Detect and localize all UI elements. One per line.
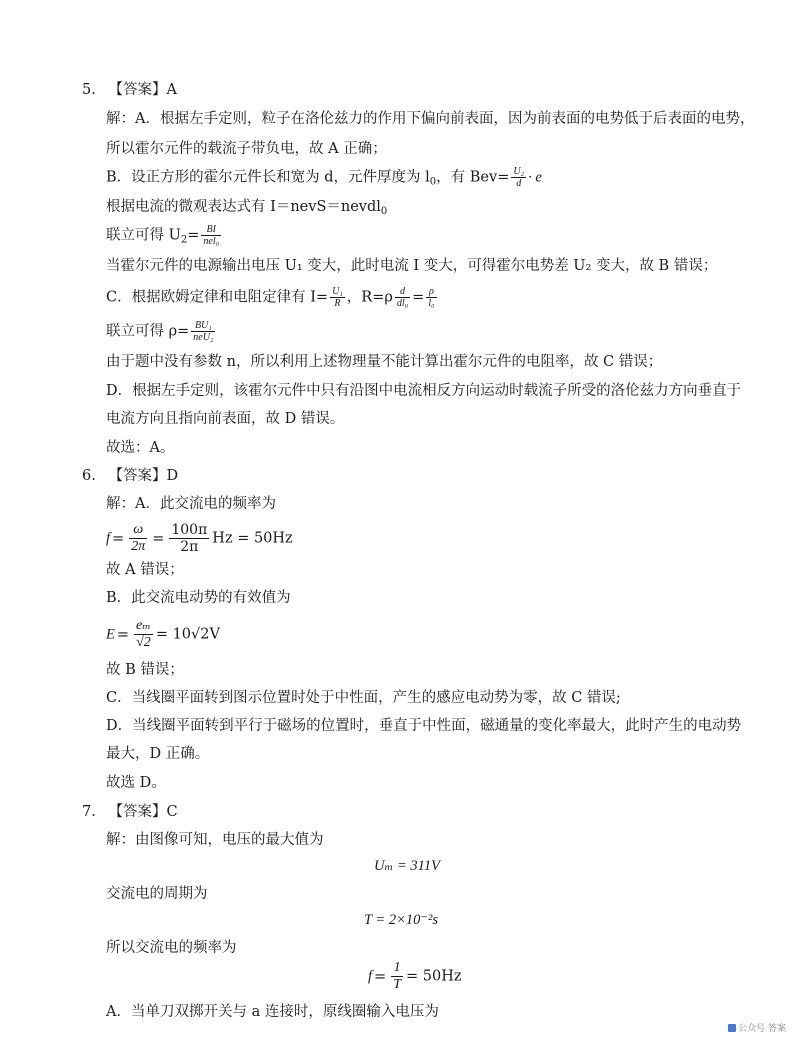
q5-line12: 故选：A。 bbox=[106, 440, 175, 456]
q5-line4: 根据电流的微观表达式有 I＝nevS＝nevdl$_0$ bbox=[106, 199, 388, 217]
q6-eq1-fraction2: $\frac{100\pi}{2\pi}$ bbox=[171, 522, 208, 555]
q6-answer: 【答案】D bbox=[108, 468, 179, 484]
q5-line3-mid: ，有 Bev= bbox=[436, 169, 510, 186]
q5-line6: 当霍尔元件的电源输出电压 U₁ 变大，此时电流 I 变大，可得霍尔电势差 U₂ 变大，故 B 错误； bbox=[106, 258, 718, 274]
q6-line4: 故 B 错误； bbox=[106, 662, 184, 678]
q5-line8-fraction: $\frac{\text{BU₁}}{\text{neU₂}}$ bbox=[193, 320, 214, 343]
q7-eq1: Uₘ = 311V bbox=[374, 858, 440, 874]
q5-header bbox=[82, 80, 177, 100]
q6-number: 6. bbox=[82, 468, 96, 484]
q5-line7-fraction1: $\frac{\text{U₁}}{R}$ bbox=[332, 286, 343, 309]
q7-number: 7. bbox=[82, 804, 96, 820]
q5-line10: D．根据左手定则，该霍尔元件中只有沿图中电流相反方向运动时载流子所受的洛伦兹力方向垂直于 bbox=[106, 383, 742, 399]
q6-eq2-fraction: $\frac{\text{eₘ}}{√2}$ bbox=[136, 618, 151, 650]
q5-line11: 电流方向且指向前表面，故 D 错误。 bbox=[106, 411, 345, 427]
q5-line2: 所以霍尔元件的载流子带负电，故 A 正确； bbox=[106, 141, 387, 157]
q6-line7: 最大，D 正确。 bbox=[106, 746, 210, 762]
watermark-logo-icon bbox=[728, 1024, 736, 1032]
q7-line2: 交流电的周期为 bbox=[106, 886, 208, 902]
q5-line1: 解：A．根据左手定则，粒子在洛伦兹力的作用下偏向前表面，因为前表面的电势低于后表面的电势， bbox=[106, 111, 755, 127]
q7-eq3-fraction: $\frac{1}{T}$ bbox=[393, 960, 401, 992]
q7-line1: 解：由图像可知，电压的最大值为 bbox=[106, 832, 324, 848]
q5-line3: B．设正方形的霍尔元件长和宽为 d，元件厚度为 $l_0$，有 Bev= $\frac{\text{U₂}}{d}$ · e bbox=[106, 166, 542, 189]
q5-line7-fraction3: $\frac{\rho}{\text{l₀}}$ bbox=[428, 286, 435, 309]
q5-line9: 由于题中没有参数 n，所以利用上述物理量不能计算出霍尔元件的电阻率，故 C 错误； bbox=[106, 354, 663, 370]
q6-line1: 解：A．此交流电的频率为 bbox=[106, 496, 276, 512]
q6-header bbox=[82, 466, 178, 486]
q7-header bbox=[82, 802, 178, 822]
q5-line3-suffix: · e bbox=[528, 169, 542, 186]
q6-line3: B．此交流电动势的有效值为 bbox=[106, 590, 291, 606]
q5-line8: 联立可得 ρ= $\frac{\text{BU₁}}{\text{neU₂}}$ bbox=[106, 320, 214, 343]
q7-eq2: T = 2×10⁻²s bbox=[364, 912, 439, 928]
q6-eq2: E = $\frac{\text{eₘ}}{√2}$ = 10√2V bbox=[106, 618, 220, 650]
q6-line5: C．当线圈平面转到图示位置时处于中性面，产生的感应电动势为零，故 C 错误; bbox=[106, 690, 621, 706]
q6-line8: 故选 D。 bbox=[106, 775, 166, 791]
q7-eq3: f = $\frac{1}{T}$ = 50Hz bbox=[368, 960, 462, 992]
q5-answer: 【答案】A bbox=[108, 82, 177, 98]
q7-answer: 【答案】C bbox=[108, 804, 178, 820]
q6-line2: 故 A 错误； bbox=[106, 562, 184, 578]
q7-line4: A．当单刀双掷开关与 a 连接时，原线圈输入电压为 bbox=[106, 1004, 439, 1020]
q5-line5: 联立可得 $U_2=$ $\frac{BI}{\text{nel₀}}$ bbox=[106, 224, 220, 247]
q6-eq1: f = $\frac{\omega}{2\pi}$ = $\frac{100\pi}{2\pi}$ Hz = 50Hz bbox=[106, 522, 293, 555]
q5-line7-fraction2: $\frac{d}{\text{dl₀}}$ bbox=[396, 286, 409, 309]
q6-eq1-fraction1: $\frac{\omega}{2\pi}$ bbox=[131, 522, 146, 554]
q5-line7: C．根据欧姆定律和电阻定律有 I= $\frac{\text{U₁}}{R}$ ，R=ρ $\frac{d}{\text{dl₀}}$ = $\frac{\rho}{\text{l₀}}$ bbox=[106, 286, 435, 309]
q5-line3-fraction: $\frac{\text{U₂}}{d}$ bbox=[513, 166, 525, 189]
q5-number: 5. bbox=[82, 82, 96, 98]
q5-line5-fraction: $\frac{BI}{\text{nel₀}}$ bbox=[203, 224, 220, 247]
watermark: 公众号 答案 bbox=[728, 1021, 786, 1034]
q5-line3-prefix: B．设正方形的霍尔元件长和宽为 d，元件厚度为 l bbox=[106, 169, 430, 186]
q7-line3: 所以交流电的频率为 bbox=[106, 940, 237, 956]
q6-line6: D．当线圈平面转到平行于磁场的位置时，垂直于中性面，磁通量的变化率最大，此时产生的电动势 bbox=[106, 718, 742, 734]
